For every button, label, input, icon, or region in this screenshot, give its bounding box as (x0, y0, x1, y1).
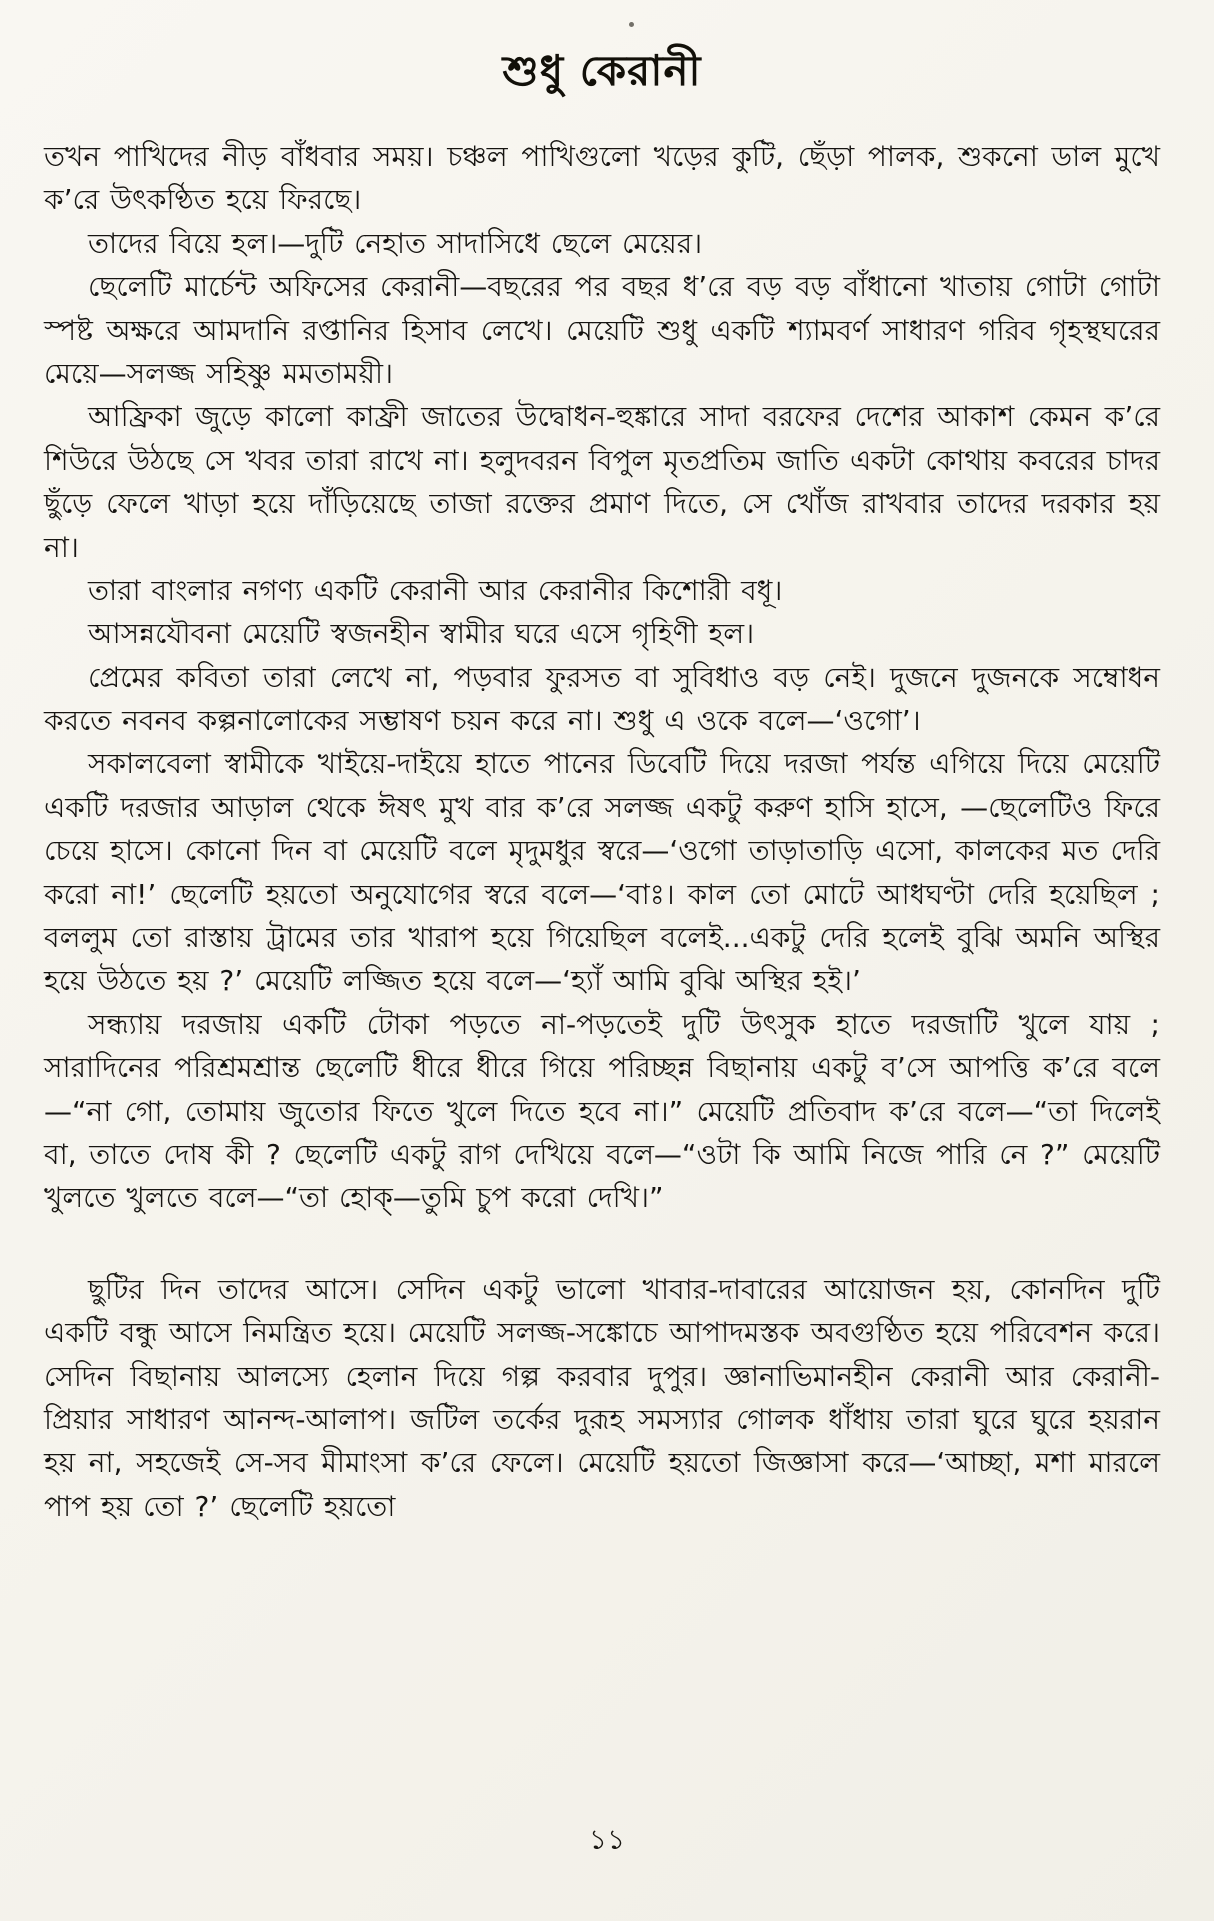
paragraph: ছুটির দিন তাদের আসে। সেদিন একটু ভালো খাবার-দাবারের আয়োজন হয়, কোনদিন দুটি একটি বন্ধু আসে নিমন্ত্রিত হয়ে। মেয়েটি সলজ্জ-সঙ্কোচে আপাদমস্তক অবগুণ্ঠিত হয়ে পরিবেশন করে। সেদিন বিছানায় আলস্যে হেলান দিয়ে গল্প করবার দুপুর। জ্ঞানাভিমানহীন কেরানী আর কেরানী-প্রিয়ার সাধারণ আনন্দ-আলাপ। জটিল তর্কের দুরূহ সমস্যার গোলক ধাঁধায় তারা ঘুরে ঘুরে হয়রান হয় না, সহজেই সে-সব মীমাংসা ক’রে ফেলে। মেয়েটি হয়তো জিজ্ঞাসা করে—‘আচ্ছা, মশা মারলে পাপ হয় তো ?’ ছেলেটি হয়তো (44, 1272, 1160, 1523)
page-title: শুধু কেরানী (502, 46, 702, 95)
paragraph: সকালবেলা স্বামীকে খাইয়ে-দাইয়ে হাতে পানের ডিবেটি দিয়ে দরজা পর্যন্ত এগিয়ে দিয়ে মেয়েটি একটি দরজার আড়াল থেকে ঈষৎ মুখ বার ক’রে সলজ্জ একটু করুণ হাসি হাসে, —ছেলেটিও ফিরে চেয়ে হাসে। কোনো দিন বা মেয়েটি বলে মৃদুমধুর স্বরে—‘ওগো তাড়াতাড়ি এসো, কালকের মত দেরি করো না!’ ছেলেটি হয়তো অনুযোগের স্বরে বলে—‘বাঃ। কাল তো মোটে আধঘণ্টা দেরি হয়েছিল ; বললুম তো রাস্তায় ট্রামের তার খারাপ হয়ে গিয়েছিল বলেই...একটু দেরি হলেই বুঝি অমনি অস্থির হয়ে উঠতে হয় ?’ মেয়েটি লজ্জিত হয়ে বলে—‘হ্যাঁ আমি বুঝি অস্থির হই।’ (44, 747, 1160, 998)
paragraph: তারা বাংলার নগণ্য একটি কেরানী আর কেরানীর কিশোরী বধূ। (88, 573, 783, 607)
paragraph: তখন পাখিদের নীড় বাঁধবার সময়। চঞ্চল পাখিগুলো খড়ের কুটি, ছেঁড়া পালক, শুকনো ডাল মুখে ক’রে উৎকণ্ঠিত হয়ে ফিরছে। (44, 140, 1160, 217)
paragraph: প্রেমের কবিতা তারা লেখে না, পড়বার ফুরসত বা সুবিধাও বড় নেই। দুজনে দুজনকে সম্বোধন করতে নবনব কল্পনালোকের সম্ভাষণ চয়ন করে না। শুধু এ ওকে বলে—‘ওগো’। (44, 660, 1160, 738)
paragraph: আসন্নযৌবনা মেয়েটি স্বজনহীন স্বামীর ঘরে এসে গৃহিণী হল। (88, 617, 755, 651)
paragraph: সন্ধ্যায় দরজায় একটি টোকা পড়তে না-পড়তেই দুটি উৎসুক হাতে দরজাটি খুলে যায় ; সারাদিনের পরিশ্রমশ্রান্ত ছেলেটি ধীরে ধীরে গিয়ে পরিচ্ছন্ন বিছানায় একটু ব’সে আপত্তি ক’রে বলে—“না গো, তোমায় জুতোর ফিতে খুলে দিতে হবে না।” মেয়েটি প্রতিবাদ ক’রে বলে—“তা দিলেই বা, তাতে দোষ কী ? ছেলেটি একটু রাগ দেখিয়ে বলে—“ওটা কি আমি নিজে পারি নে ?” মেয়েটি খুলতে খুলতে বলে—“তা হোক্‌—তুমি চুপ করো দেখি।” (44, 1007, 1160, 1215)
story-text (44, 135, 1160, 1528)
page-number: ১১ (588, 1823, 626, 1856)
paragraph: ছেলেটি মার্চেন্ট অফিসের কেরানী—বছরের পর বছর ধ’রে বড় বড় বাঁধানো খাতায় গোটা গোটা স্পষ্ট অক্ষরে আমদানি রপ্তানির হিসাব লেখে। মেয়েটি শুধু একটি শ্যামবর্ণ সাধারণ গরিব গৃহস্থঘরের মেয়ে—সলজ্জ সহিষ্ণু মমতাময়ী। (44, 270, 1160, 390)
paragraph: তাদের বিয়ে হল।—দুটি নেহাত সাদাসিধে ছেলে মেয়ের। (88, 226, 703, 260)
scan-speck (629, 22, 634, 27)
paragraph: আফ্রিকা জুড়ে কালো কাফ্রী জাতের উদ্বোধন-হুঙ্কারে সাদা বরফের দেশের আকাশ কেমন ক’রে শিউরে উঠছে সে খবর তারা রাখে না। হলুদবরন বিপুল মৃতপ্রতিম জাতি একটা কোথায় কবরের চাদর ছুঁড়ে ফেলে খাড়া হয়ে দাঁড়িয়েছে তাজা রক্তের প্রমাণ দিতে, সে খোঁজ রাখবার তাদের দরকার হয় না। (44, 400, 1160, 564)
